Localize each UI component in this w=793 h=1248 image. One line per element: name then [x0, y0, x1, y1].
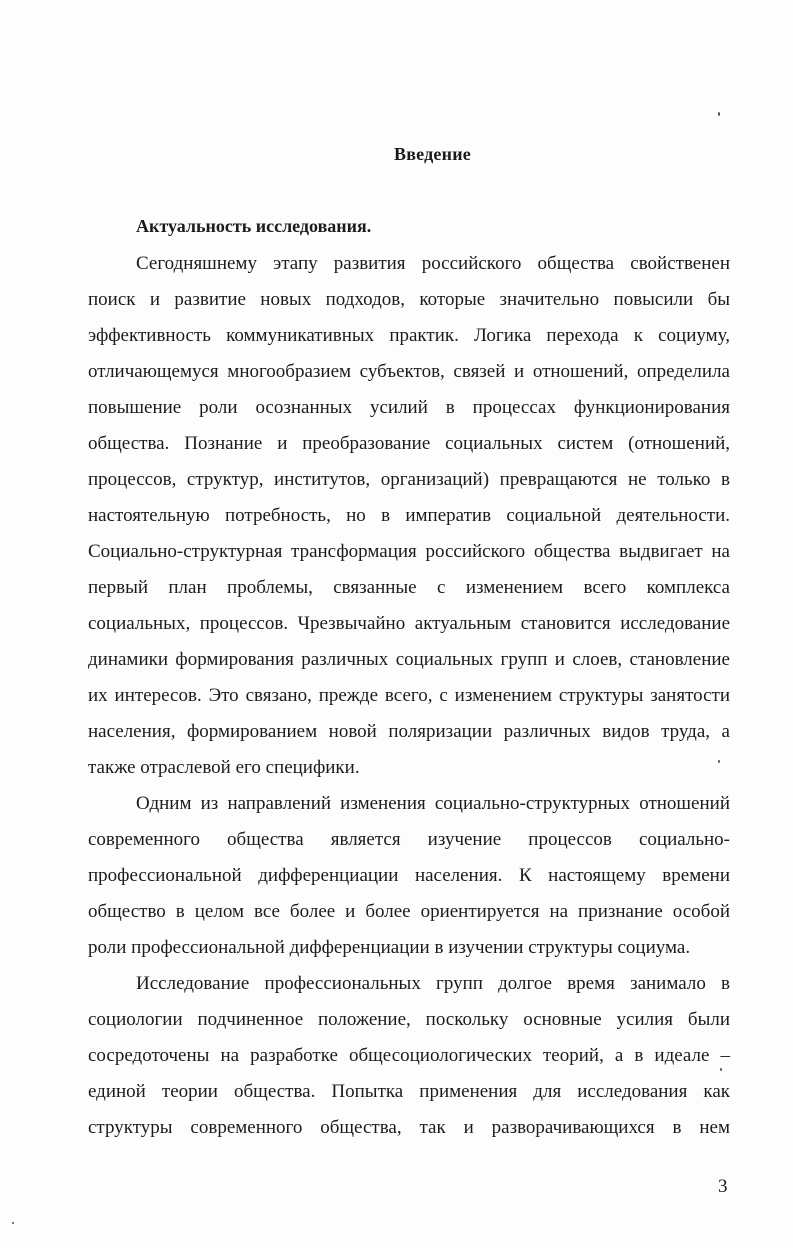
text-line: динамики формирования различных социальных групп и слоев, становление	[88, 649, 730, 670]
text-line: настоятельную потребность, но в императив социальной деятельности.	[88, 505, 730, 526]
text-line: роли профессиональной дифференциации в изучении структуры социума.	[88, 937, 691, 958]
text-line: социальных, процессов. Чрезвычайно актуальным становится исследование	[88, 613, 730, 634]
text-line: их интересов. Это связано, прежде всего, с изменением структуры занятости	[88, 685, 730, 706]
text-line: отличающемуся многообразием субъектов, связей и отношений, определила	[88, 361, 730, 382]
text-line: профессиональной дифференциации населения. К настоящему времени	[88, 865, 730, 886]
text-line: эффективность коммуникативных практик. Логика перехода к социуму,	[88, 325, 730, 346]
page-title: Введение	[394, 144, 471, 164]
scan-speck	[718, 760, 720, 763]
text-line: общество в целом все более и более ориентируется на признание особой	[88, 901, 730, 922]
text-line: Исследование профессиональных групп долгое время занимало в	[136, 973, 730, 994]
text-line: повышение роли осознанных усилий в процессах функционирования	[88, 397, 730, 418]
text-line: социологии подчиненное положение, поскольку основные усилия были	[88, 1009, 730, 1030]
text-line: населения, формированием новой поляризации различных видов труда, а	[88, 721, 730, 742]
text-line: Социально-структурная трансформация российского общества выдвигает на	[88, 541, 730, 562]
text-line: процессов, структур, институтов, организаций) превращаются не только в	[88, 469, 730, 490]
page-number: 3	[718, 1176, 728, 1197]
text-line: общества. Познание и преобразование социальных систем (отношений,	[88, 433, 730, 454]
text-line: сосредоточены на разработке общесоциологических теорий, а в идеале –	[88, 1045, 730, 1066]
text-line: также отраслевой его специфики.	[88, 757, 360, 778]
text-line: единой теории общества. Попытка применения для исследования как	[88, 1081, 730, 1102]
text-line: первый план проблемы, связанные с изменением всего комплекса	[88, 577, 730, 598]
scan-speck	[720, 1068, 722, 1071]
text-line: Сегодняшнему этапу развития российского общества свойственен	[136, 253, 730, 274]
scan-speck	[12, 1222, 14, 1224]
text-line: поиск и развитие новых подходов, которые значительно повысили бы	[88, 289, 730, 310]
text-line: структуры современного общества, так и разворачивающихся в нем	[88, 1117, 730, 1138]
scan-speck	[718, 112, 720, 116]
text-line: Одним из направлений изменения социально-структурных отношений	[136, 793, 730, 814]
section-subheading: Актуальность исследования.	[136, 216, 372, 236]
text-line: современного общества является изучение процессов социально-	[88, 829, 730, 850]
